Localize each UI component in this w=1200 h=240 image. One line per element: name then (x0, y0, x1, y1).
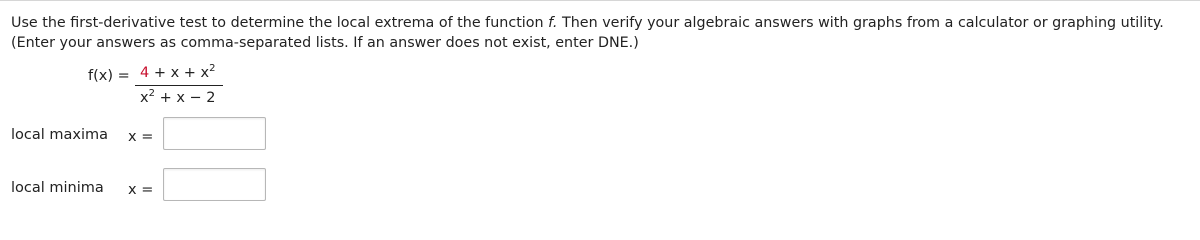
function-fraction (135, 60, 223, 110)
function-lhs-text: f(x) (88, 68, 113, 84)
local-maxima-var: x (128, 129, 137, 145)
function-lhs (88, 66, 130, 86)
local-minima-var: x (128, 182, 137, 198)
denominator-base: x (140, 90, 149, 106)
function-equals-sign: = (117, 68, 130, 84)
local-minima-input[interactable] (163, 168, 266, 201)
local-minima-variable (128, 180, 153, 200)
numerator-constant: 4 (140, 65, 150, 81)
local-minima-label: local minima (11, 180, 104, 196)
numerator-terms: + x + x (149, 65, 210, 81)
numerator-exponent: 2 (209, 63, 216, 74)
fraction-bar (135, 85, 223, 86)
top-divider (0, 0, 1200, 1)
local-maxima-label: local maxima (11, 127, 109, 143)
question-prompt (11, 13, 1191, 53)
local-maxima-input[interactable] (163, 117, 266, 150)
fraction-numerator (140, 64, 216, 84)
function-name: f. (548, 15, 558, 31)
fraction-denominator (140, 89, 216, 109)
denominator-exponent: 2 (148, 88, 155, 99)
question-text-part2: Then verify your algebraic answers with graphs from a calculator or graphing utility. (Enter your answers as comma-separated lists. If an answer does not exist, enter DNE.) (11, 15, 1164, 51)
question-text-part1: Use the first-derivative test to determine the local extrema of the function (11, 15, 549, 31)
denominator-terms: + x − 2 (154, 90, 216, 106)
local-maxima-equals: = (141, 129, 154, 145)
local-maxima-variable (128, 127, 153, 147)
local-minima-equals: = (141, 182, 154, 198)
